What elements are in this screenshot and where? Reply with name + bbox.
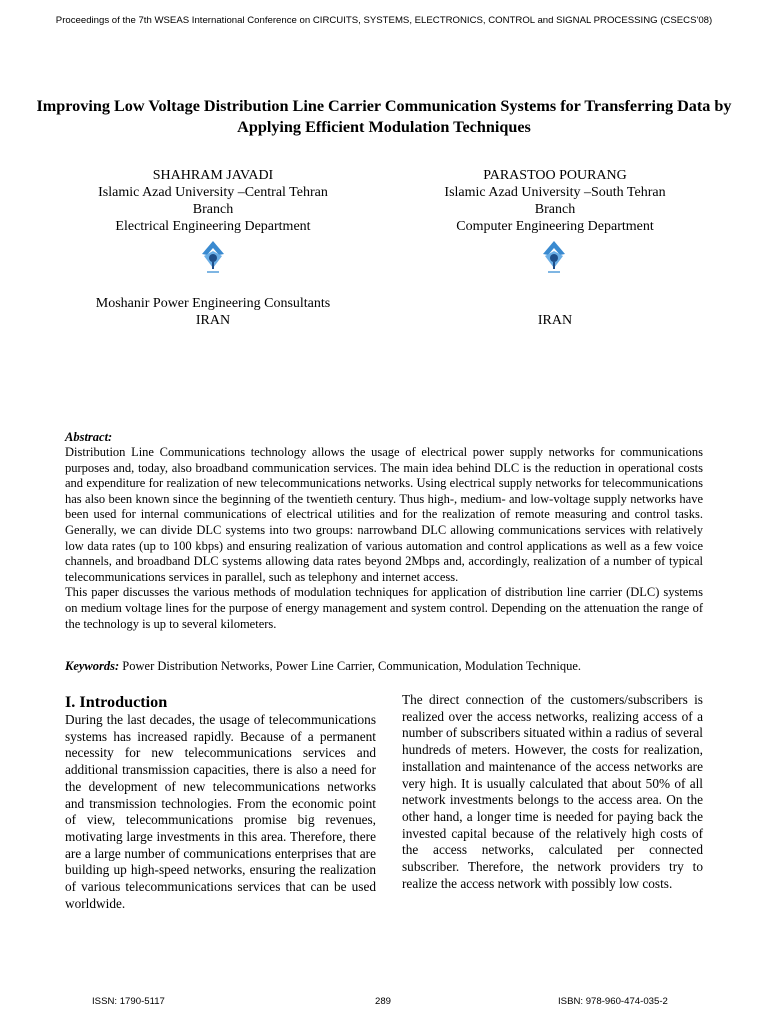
footer-isbn: ISBN: 978-960-474-035-2 — [558, 996, 668, 1007]
author-affiliation-branch: Branch — [192, 202, 234, 217]
footer-page-number: 289 — [375, 996, 392, 1007]
intro-left-column: During the last decades, the usage of telecommunications systems has increased rapidly. Because of a permanent necessity for new telecommunications services and additional transmission capacities, there is also a need for the development of new telecommunications networks and transmission technologies. From the economic point of view, telecommunications promise big revenues, motivating large investments in this area. Therefore, there are a large number of communications enterprises that are building up high-speed networks, ensuring the realization of various telecommunications services that can be used worldwide. — [65, 712, 376, 911]
proceedings-header: Proceedings of the 7th WSEAS International Conference on CIRCUITS, SYSTEMS, ELECTRONICS, CONTROL and SIGNAL PROCESSING (CSECS'08) — [55, 15, 713, 26]
author-country: IRAN — [195, 313, 231, 328]
keywords — [65, 659, 705, 675]
author-extra-affiliation: Moshanir Power Engineering Consultants — [95, 296, 331, 311]
section-heading: I. Introduction — [65, 693, 168, 711]
author-country: IRAN — [537, 313, 573, 328]
author-department: Computer Engineering Department — [456, 219, 654, 234]
intro-right-column: The direct connection of the customers/subscribers is realized over the access networks, realizing access of a number of subscribers situated within a radius of several hundreds of meters. However, the costs for realization, installation and maintenance of the access networks are very high. It is usually calculated that about 50% of all network investments belongs to the access area. On the other hand, a longer time is needed for paying back the invested capital because of the relatively high costs of the access networks, calculated per connected subscriber. Therefore, the network providers try to realize the access network with possibly low costs. — [402, 692, 703, 891]
university-logo-icon — [541, 240, 567, 276]
keywords-text: Power Distribution Networks, Power Line Carrier, Communication, Modulation Technique. — [122, 659, 582, 673]
author-affiliation: Islamic Azad University –Central Tehran — [98, 185, 328, 200]
abstract-paragraph: Distribution Line Communications technology allows the usage of electrical power supply networks for communications purposes and, today, also broadband communication services. The main idea behind DLC is the reduction in operational costs and expenditure for realization of new telecommunications networks. Using electrical supply networks for telecommunications has also been known since the beginning of the twentieth century. Thus high-, medium- and low-voltage supply networks have been used for internal communications of electrical utilities and for the realization of remote measuring and control tasks. Generally, we can divide DLC systems into two groups: narrowband DLC allowing communications services with relatively low data rates (up to 100 kbps) and ensuring realization of various automation and control applications as well as a few voice channels, and broadband DLC systems allowing data rates beyond 2Mbps and, accordingly, realization of a number of typical telecommunications services in parallel, such as telephony and internet access. — [65, 445, 703, 584]
author-block-2 — [404, 167, 706, 235]
author-affiliation: Islamic Azad University –South Tehran — [444, 185, 666, 200]
abstract-label: Abstract: — [65, 430, 113, 444]
author-affiliation-branch: Branch — [534, 202, 576, 217]
author-department: Electrical Engineering Department — [115, 219, 311, 234]
author-extra-2 — [404, 312, 706, 329]
abstract-paragraph: This paper discusses the various methods of modulation techniques for application of distribution line carrier (DLC) systems on medium voltage lines for the purpose of energy management and system control. Depending on the attenuation the range of the technology is up to several kilometers. — [65, 585, 703, 631]
author-block-1 — [62, 167, 364, 235]
university-logo-icon — [200, 240, 226, 276]
paper-title: Improving Low Voltage Distribution Line Carrier Communication Systems for Transferring Data by Applying Efficient Modulation Techniques — [36, 97, 732, 136]
author-name: PARASTOO POURANG — [483, 168, 627, 183]
footer-issn: ISSN: 1790-5117 — [92, 996, 165, 1007]
keywords-label: Keywords: — [65, 659, 120, 673]
author-name: SHAHRAM JAVADI — [152, 168, 274, 183]
abstract-body — [65, 445, 703, 632]
author-extra-1 — [62, 295, 364, 329]
